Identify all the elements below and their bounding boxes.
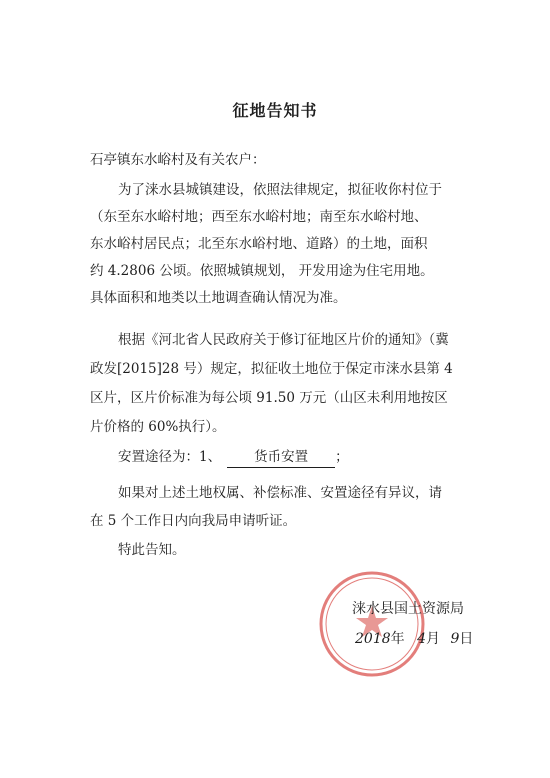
paragraph2-line4: 片价格的 60%执行）。 xyxy=(90,419,226,435)
paragraph1-line4: 约 4.2806 公顷。依照城镇规划， 开发用途为住宅用地。 xyxy=(90,263,434,279)
placement-suffix: ； xyxy=(335,449,349,465)
date-month-unit: 月 xyxy=(426,631,441,647)
paragraph4-line1: 如果对上述土地权属、补偿标准、安置途径有异议，请 xyxy=(118,485,442,501)
date-year-unit: 年 xyxy=(390,631,405,647)
date-day: 9 xyxy=(450,631,460,647)
placement-value: 货币安置 xyxy=(227,447,335,468)
issuer-name: 涞水县国土资源局 xyxy=(352,601,464,617)
paragraph4-line2: 在 5 个工作日内向我局申请听证。 xyxy=(90,513,297,529)
document-title: 征地告知书 xyxy=(232,101,318,120)
placement-line xyxy=(118,447,349,468)
closing-line: 特此告知。 xyxy=(118,542,186,558)
paragraph1-line5: 具体面积和地类以土地调查确认情况为准。 xyxy=(90,290,347,306)
date-year: 2018 xyxy=(355,631,391,647)
salutation: 石亭镇东水峪村及有关农户： xyxy=(90,152,266,168)
paragraph1-line1: 为了涞水县城镇建设，依照法律规定，拟征收你村位于 xyxy=(118,182,442,198)
date-month: 4 xyxy=(417,631,427,647)
date-day-unit: 日 xyxy=(459,631,474,647)
placement-prefix: 安置途径为：1、 xyxy=(118,449,222,465)
paragraph1-line3: 东水峪村居民点；北至东水峪村地、道路）的土地，面积 xyxy=(90,236,428,252)
paragraph2-line3: 区片，区片价标准为每公顷 91.50 万元（山区未利用地按区 xyxy=(90,390,448,406)
issue-date xyxy=(355,628,473,648)
paragraph2-line1: 根据《河北省人民政府关于修订征地区片价的通知》（冀 xyxy=(118,332,449,348)
paragraph2-line2: 政发[2015]28 号）规定，拟征收土地位于保定市涞水县第 4 xyxy=(90,361,453,377)
official-seal-stamp xyxy=(318,570,426,678)
paragraph1-line2: （东至东水峪村地；西至东水峪村地；南至东水峪村地、 xyxy=(90,209,428,225)
